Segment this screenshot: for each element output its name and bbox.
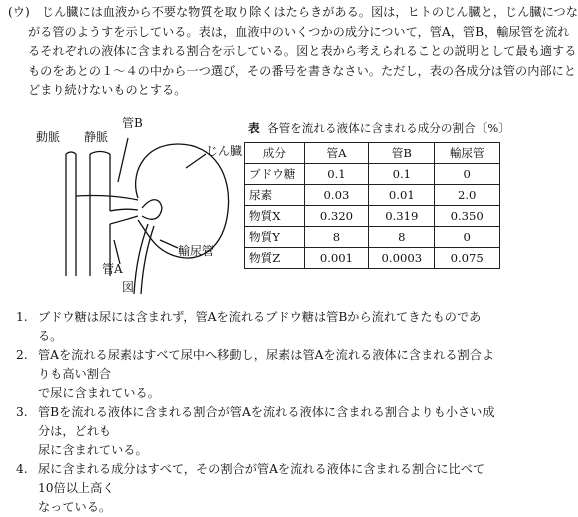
table-title-text: 各管を流れる液体に含まれる成分の割合〔%〕 [266,121,510,135]
intro-line: ものをあとの１～４の中から一つ選び，その番号を書きなさい。ただし，表の各成分は管の内部にと [28,63,576,78]
option-2 [16,346,496,403]
option-text [38,308,496,346]
table-cell: 尿素 [245,185,305,206]
table-cell: 0.1 [304,164,369,185]
table-cell: 0.001 [304,248,369,269]
figure-caption: 図 [122,280,135,294]
option-line: ブドウ糖は尿には含まれず，管Aを流れるブドウ糖は管Bから流れてきたものである。 [38,310,482,343]
table-row [245,164,500,185]
table-cell: 0.319 [369,206,435,227]
table-cell: 8 [369,227,435,248]
option-line: なっている。 [38,500,112,514]
table-header: 輸尿管 [435,143,500,164]
table-header: 管B [369,143,435,164]
option-text [38,403,496,460]
table-cell: 0.320 [304,206,369,227]
table-cell: 0 [435,227,500,248]
table-cell: 8 [304,227,369,248]
option-3 [16,403,496,460]
option-line: 尿に含まれる成分はすべて，その割合が管Aを流れる液体に含まれる割合に比べて10倍以上高く [38,462,486,495]
table-header-row [245,143,500,164]
table-row [245,206,500,227]
table-row [245,227,500,248]
intro-line: (ウ) じん臓には血液から不要な物質を取り除くはたらきがある。図は，ヒトのじん臓と，じん臓につな [8,5,578,19]
option-text [38,460,496,517]
table-row [245,185,500,206]
table-cell: 物質X [245,206,305,227]
component-table [244,142,500,269]
vein-label: 静脈 [84,130,109,144]
table-title [248,120,510,136]
option-line: で尿に含まれている。 [38,386,160,400]
table-cell: 物質Y [245,227,305,248]
table-cell: 0.075 [435,248,500,269]
table-header: 成分 [245,143,305,164]
table-cell: ブドウ糖 [245,164,305,185]
intro-line: どまり続けないものとする。 [28,83,187,97]
table-cell: 0.350 [435,206,500,227]
table-cell: 2.0 [435,185,500,206]
tube-a-label: 管A [102,262,123,276]
kidney-label: じん臓 [206,144,243,158]
intro-line: がる管のようすを示している。表は，血液中のいくつかの成分について，管A，管B，輸尿管を流れ [28,24,570,39]
table-row [245,248,500,269]
intro-line: るそれぞれの液体に含まれる割合を示している。図と表から考えられることの説明として最も適する [28,44,577,58]
option-number: 3. [16,405,28,419]
option-line: 管Aを流れる尿素はすべて尿中へ移動し，尿素は管Aを流れる液体に含まれる割合よりも高い割合 [38,348,495,381]
option-text [38,346,496,403]
tube-b-label: 管B [122,116,143,130]
option-number: 4. [16,462,28,476]
table-cell: 0.03 [304,185,369,206]
ureter-label: 輸尿管 [178,244,215,258]
option-1 [16,308,496,346]
option-line: 管Bを流れる液体に含まれる割合が管Aを流れる液体に含まれる割合よりも小さい成分は，どれも [38,405,495,438]
option-4 [16,460,496,517]
ureter-line-2 [141,226,154,294]
tube-b-branch [76,196,138,201]
option-number: 2. [16,348,28,362]
table-label: 表 [248,121,260,135]
table-cell: 0.01 [369,185,435,206]
kidney-figure [10,116,245,296]
table-cell: 0.0003 [369,248,435,269]
table-cell: 物質Z [245,248,305,269]
table-cell: 0 [435,164,500,185]
table-header: 管A [304,143,369,164]
artery-label: 動脈 [36,130,61,144]
answer-options [16,308,496,517]
option-number: 1. [16,310,28,324]
question-intro [8,3,578,101]
table-cell: 0.1 [369,164,435,185]
option-line: 尿に含まれている。 [38,443,148,457]
